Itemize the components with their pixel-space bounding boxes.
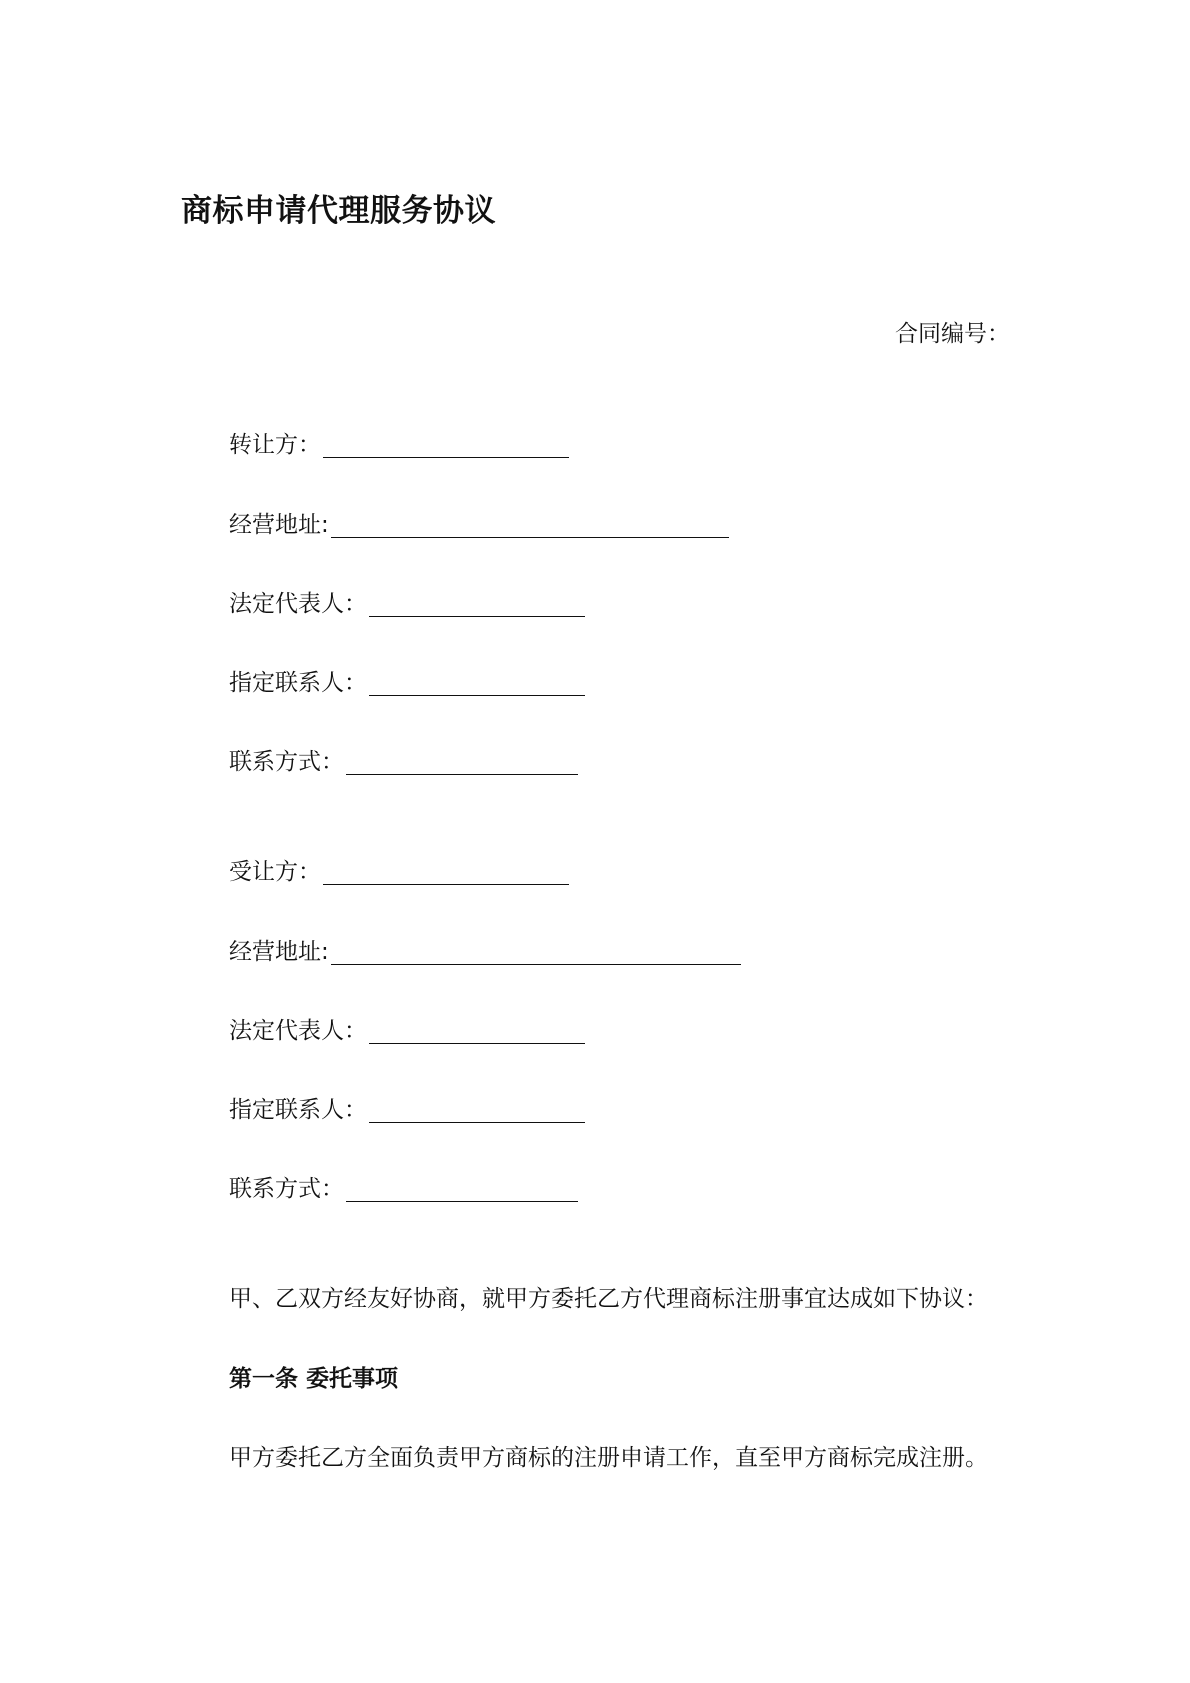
party-a-name-field <box>229 427 569 461</box>
party-b-address-blank[interactable] <box>331 963 741 965</box>
party-b-address-field <box>229 934 741 968</box>
party-b-contact-method-field <box>229 1171 578 1205</box>
party-a-contact-person-field <box>229 665 585 699</box>
party-a-address-blank[interactable] <box>331 536 729 538</box>
party-a-contact-person-blank[interactable] <box>369 694 585 696</box>
party-a-contact-method-blank[interactable] <box>346 773 578 775</box>
party-a-legal-rep-label: 法定代表人： <box>229 591 367 617</box>
contract-number-label: 合同编号： <box>895 321 1010 347</box>
party-a-name-blank[interactable] <box>323 456 569 458</box>
party-b-name-label: 受让方： <box>229 859 321 885</box>
agreement-intro: 甲、乙双方经友好协商，就甲方委托乙方代理商标注册事宜达成如下协议： <box>229 1286 988 1312</box>
party-b-contact-person-blank[interactable] <box>369 1121 585 1123</box>
document-title: 商标申请代理服务协议 <box>181 193 496 229</box>
party-b-contact-person-label: 指定联系人： <box>229 1097 367 1123</box>
party-b-name-blank[interactable] <box>323 883 569 885</box>
party-b-legal-rep-field <box>229 1013 585 1047</box>
party-b-contact-method-blank[interactable] <box>346 1200 578 1202</box>
party-a-address-field <box>229 507 729 541</box>
party-b-address-label: 经营地址: <box>229 939 329 965</box>
party-a-contact-method-field <box>229 744 578 778</box>
party-a-name-label: 转让方： <box>229 432 321 458</box>
party-a-legal-rep-field <box>229 586 585 620</box>
party-a-legal-rep-blank[interactable] <box>369 615 585 617</box>
article-1-heading: 第一条 委托事项 <box>229 1366 399 1392</box>
party-b-legal-rep-blank[interactable] <box>369 1042 585 1044</box>
article-1-text: 甲方委托乙方全面负责甲方商标的注册申请工作，直至甲方商标完成注册。 <box>229 1445 988 1471</box>
party-b-contact-method-label: 联系方式： <box>229 1176 344 1202</box>
party-b-contact-person-field <box>229 1092 585 1126</box>
party-a-contact-person-label: 指定联系人： <box>229 670 367 696</box>
party-b-name-field <box>229 854 569 888</box>
party-a-address-label: 经营地址: <box>229 512 329 538</box>
party-a-contact-method-label: 联系方式： <box>229 749 344 775</box>
party-b-legal-rep-label: 法定代表人： <box>229 1018 367 1044</box>
